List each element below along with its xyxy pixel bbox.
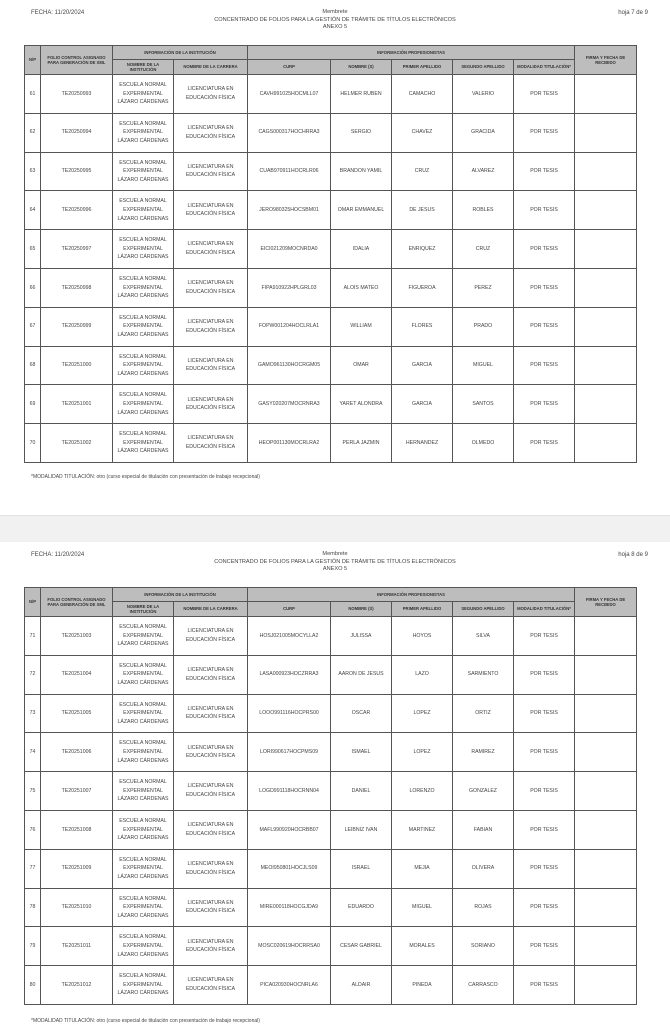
header-curp: CURP xyxy=(248,60,331,75)
cell-first-name: DANIEL xyxy=(331,772,392,811)
cell-second-surname: ALVAREZ xyxy=(453,152,514,191)
cell-first-surname: DE JESUS xyxy=(392,191,453,230)
cell-first-name: EDUARDO xyxy=(331,888,392,927)
header-professionals-group: INFORMACIÓN PROFESIONISTAS xyxy=(248,46,575,60)
cell-folio: TE20251005 xyxy=(41,694,113,733)
cell-number: 68 xyxy=(25,346,41,385)
cell-signature xyxy=(575,230,637,269)
cell-signature xyxy=(575,113,637,152)
header-first-surname: PRIMER APELLIDO xyxy=(392,602,453,617)
cell-curp: CUAB970911HOCRLR06 xyxy=(248,152,331,191)
table-row xyxy=(25,733,637,772)
cell-career: LICENCIATURA EN EDUCACIÓN FÍSICA xyxy=(174,888,248,927)
table-row xyxy=(25,191,637,230)
cell-number: 76 xyxy=(25,810,41,849)
cell-second-surname: GRACIDA xyxy=(453,113,514,152)
cell-number: 70 xyxy=(25,424,41,463)
cell-first-surname: GARCIA xyxy=(392,346,453,385)
header-first-surname: PRIMER APELLIDO xyxy=(392,60,453,75)
cell-folio: TE20250997 xyxy=(41,230,113,269)
cell-second-surname: SANTOS xyxy=(453,385,514,424)
cell-institution: ESCUELA NORMAL EXPERIMENTAL LÁZARO CÁRDENAS xyxy=(113,617,174,656)
header-signature: FIRMA Y FECHA DE RECIBIDO xyxy=(575,46,637,75)
cell-folio: TE20251004 xyxy=(41,655,113,694)
cell-institution: ESCUELA NORMAL EXPERIMENTAL LÁZARO CÁRDENAS xyxy=(113,191,174,230)
cell-first-name: ISRAEL xyxy=(331,849,392,888)
header-modality: MODALIDAD TITULACIÓN* xyxy=(514,602,575,617)
cell-career: LICENCIATURA EN EDUCACIÓN FÍSICA xyxy=(174,152,248,191)
letterhead: Membrete xyxy=(322,9,348,15)
header-modality: MODALIDAD TITULACIÓN* xyxy=(514,60,575,75)
cell-modality: POR TESIS xyxy=(514,152,575,191)
document-header xyxy=(0,551,670,574)
cell-institution: ESCUELA NORMAL EXPERIMENTAL LÁZARO CÁRDENAS xyxy=(113,849,174,888)
cell-curp: PICA020930HOCNRLA6 xyxy=(248,966,331,1005)
cell-folio: TE20250995 xyxy=(41,152,113,191)
cell-second-surname: MIGUEL xyxy=(453,346,514,385)
table-row xyxy=(25,966,637,1005)
cell-first-name: ALDAIR xyxy=(331,966,392,1005)
cell-number: 62 xyxy=(25,113,41,152)
cell-first-name: IDALIA xyxy=(331,230,392,269)
table-row xyxy=(25,268,637,307)
cell-modality: POR TESIS xyxy=(514,424,575,463)
cell-signature xyxy=(575,966,637,1005)
cell-curp: MAFL990920HOCRBB07 xyxy=(248,810,331,849)
cell-institution: ESCUELA NORMAL EXPERIMENTAL LÁZARO CÁRDENAS xyxy=(113,152,174,191)
cell-number: 80 xyxy=(25,966,41,1005)
cell-institution: ESCUELA NORMAL EXPERIMENTAL LÁZARO CÁRDENAS xyxy=(113,385,174,424)
cell-institution: ESCUELA NORMAL EXPERIMENTAL LÁZARO CÁRDENAS xyxy=(113,230,174,269)
annex-label: ANEXO 5 xyxy=(322,566,348,573)
cell-second-surname: CARRASCO xyxy=(453,966,514,1005)
cell-folio: TE20251012 xyxy=(41,966,113,1005)
table-row xyxy=(25,385,637,424)
cell-modality: POR TESIS xyxy=(514,927,575,966)
table-row xyxy=(25,424,637,463)
cell-signature xyxy=(575,694,637,733)
cell-curp: LOOO991116HOCPRS00 xyxy=(248,694,331,733)
cell-folio: TE20251002 xyxy=(41,424,113,463)
cell-first-name: BRANDON YAMIL xyxy=(331,152,392,191)
sheet-number: hoja 8 de 9 xyxy=(618,552,648,558)
header-career-name: NOMBRE DE LA CARRERA xyxy=(174,60,248,75)
cell-first-surname: CAMACHO xyxy=(392,75,453,114)
cell-second-surname: SARMIENTO xyxy=(453,655,514,694)
cell-first-surname: MORALES xyxy=(392,927,453,966)
cell-first-surname: LORENZO xyxy=(392,772,453,811)
table-row xyxy=(25,230,637,269)
header-career-name: NOMBRE DE LA CARRERA xyxy=(174,602,248,617)
cell-signature xyxy=(575,927,637,966)
cell-second-surname: OLMEDO xyxy=(453,424,514,463)
cell-folio: TE20251001 xyxy=(41,385,113,424)
cell-institution: ESCUELA NORMAL EXPERIMENTAL LÁZARO CÁRDENAS xyxy=(113,888,174,927)
cell-modality: POR TESIS xyxy=(514,733,575,772)
cell-curp: LOGD991118HOCRNN04 xyxy=(248,772,331,811)
cell-signature xyxy=(575,810,637,849)
cell-first-surname: PINEDA xyxy=(392,966,453,1005)
cell-folio: TE20251007 xyxy=(41,772,113,811)
table-row xyxy=(25,152,637,191)
cell-folio: TE20251006 xyxy=(41,733,113,772)
cell-folio: TE20250998 xyxy=(41,268,113,307)
cell-curp: MOSC020619HOCRRSA0 xyxy=(248,927,331,966)
cell-career: LICENCIATURA EN EDUCACIÓN FÍSICA xyxy=(174,346,248,385)
table-row xyxy=(25,849,637,888)
cell-career: LICENCIATURA EN EDUCACIÓN FÍSICA xyxy=(174,75,248,114)
cell-folio: TE20251009 xyxy=(41,849,113,888)
cell-curp: MEOI950801HOCJLS09 xyxy=(248,849,331,888)
cell-career: LICENCIATURA EN EDUCACIÓN FÍSICA xyxy=(174,655,248,694)
cell-career: LICENCIATURA EN EDUCACIÓN FÍSICA xyxy=(174,772,248,811)
cell-signature xyxy=(575,385,637,424)
cell-first-surname: GARCIA xyxy=(392,385,453,424)
cell-curp: JERO980325HOCSBM01 xyxy=(248,191,331,230)
cell-institution: ESCUELA NORMAL EXPERIMENTAL LÁZARO CÁRDENAS xyxy=(113,424,174,463)
header-folio: FOLIO CONTROL ASIGNADO PARA GENERACIÓN DE XML xyxy=(41,46,113,75)
table-row xyxy=(25,75,637,114)
document-page-8 xyxy=(0,542,670,1024)
cell-modality: POR TESIS xyxy=(514,849,575,888)
cell-institution: ESCUELA NORMAL EXPERIMENTAL LÁZARO CÁRDENAS xyxy=(113,927,174,966)
date-label: FECHA: 11/20/2024 xyxy=(31,10,85,16)
cell-curp: HOSJ021005MOCYLLA2 xyxy=(248,617,331,656)
cell-number: 63 xyxy=(25,152,41,191)
table-row xyxy=(25,772,637,811)
cell-curp: MIRE000118HOCGJDA9 xyxy=(248,888,331,927)
cell-modality: POR TESIS xyxy=(514,385,575,424)
cell-modality: POR TESIS xyxy=(514,268,575,307)
cell-first-surname: FLORES xyxy=(392,307,453,346)
cell-number: 79 xyxy=(25,927,41,966)
cell-number: 67 xyxy=(25,307,41,346)
cell-first-name: YARET ALONDRA xyxy=(331,385,392,424)
cell-first-surname: CHAVEZ xyxy=(392,113,453,152)
cell-career: LICENCIATURA EN EDUCACIÓN FÍSICA xyxy=(174,810,248,849)
cell-first-name: CESAR GABRIEL xyxy=(331,927,392,966)
cell-first-surname: LAZO xyxy=(392,655,453,694)
sheet-number: hoja 7 de 9 xyxy=(618,10,648,16)
cell-second-surname: ROJAS xyxy=(453,888,514,927)
cell-modality: POR TESIS xyxy=(514,772,575,811)
cell-modality: POR TESIS xyxy=(514,966,575,1005)
cell-first-name: OMAR EMMANUEL xyxy=(331,191,392,230)
header-second-surname: SEGUNDO APELLIDO xyxy=(453,60,514,75)
cell-signature xyxy=(575,307,637,346)
table-row xyxy=(25,927,637,966)
cell-signature xyxy=(575,424,637,463)
cell-first-name: HELMER RUBEN xyxy=(331,75,392,114)
cell-first-surname: MEJIA xyxy=(392,849,453,888)
cell-career: LICENCIATURA EN EDUCACIÓN FÍSICA xyxy=(174,307,248,346)
cell-signature xyxy=(575,888,637,927)
cell-institution: ESCUELA NORMAL EXPERIMENTAL LÁZARO CÁRDENAS xyxy=(113,75,174,114)
cell-modality: POR TESIS xyxy=(514,617,575,656)
cell-number: 73 xyxy=(25,694,41,733)
cell-curp: EICI021209MOCNRDA0 xyxy=(248,230,331,269)
cell-curp: FOPW001204HOCLRLA1 xyxy=(248,307,331,346)
header-second-surname: SEGUNDO APELLIDO xyxy=(453,602,514,617)
table-row xyxy=(25,307,637,346)
cell-folio: TE20251003 xyxy=(41,617,113,656)
cell-second-surname: ROBLES xyxy=(453,191,514,230)
cell-first-name: PERLA JAZMIN xyxy=(331,424,392,463)
cell-modality: POR TESIS xyxy=(514,75,575,114)
cell-first-surname: MARTINEZ xyxy=(392,810,453,849)
cell-signature xyxy=(575,346,637,385)
cell-career: LICENCIATURA EN EDUCACIÓN FÍSICA xyxy=(174,191,248,230)
cell-first-surname: LOPEZ xyxy=(392,733,453,772)
page-divider xyxy=(0,515,670,544)
cell-first-surname: FIGUEROA xyxy=(392,268,453,307)
cell-second-surname: CRUZ xyxy=(453,230,514,269)
cell-curp: HEOP001130MOCRLRA2 xyxy=(248,424,331,463)
cell-folio: TE20251010 xyxy=(41,888,113,927)
cell-second-surname: OLIVERA xyxy=(453,849,514,888)
cell-first-name: JULISSA xyxy=(331,617,392,656)
cell-second-surname: FABIAN xyxy=(453,810,514,849)
cell-career: LICENCIATURA EN EDUCACIÓN FÍSICA xyxy=(174,424,248,463)
cell-modality: POR TESIS xyxy=(514,230,575,269)
cell-first-surname: LOPEZ xyxy=(392,694,453,733)
document-title: CONCENTRADO DE FOLIOS PARA LA GESTIÓN DE TRÁMITE DE TÍTULOS ELECTRÓNICOS xyxy=(214,16,456,23)
header-first-name: NOMBRE (S) xyxy=(331,60,392,75)
cell-folio: TE20251008 xyxy=(41,810,113,849)
cell-modality: POR TESIS xyxy=(514,888,575,927)
header-curp: CURP xyxy=(248,602,331,617)
cell-curp: CAVH991025HOCMLL07 xyxy=(248,75,331,114)
cell-signature xyxy=(575,655,637,694)
cell-number: 61 xyxy=(25,75,41,114)
header-institution-name: NOMBRE DE LA INSTITUCIÓN xyxy=(113,602,174,617)
cell-modality: POR TESIS xyxy=(514,113,575,152)
table-row xyxy=(25,655,637,694)
cell-institution: ESCUELA NORMAL EXPERIMENTAL LÁZARO CÁRDENAS xyxy=(113,810,174,849)
cell-second-surname: PRADO xyxy=(453,307,514,346)
cell-first-name: LEIBNIZ IVAN xyxy=(331,810,392,849)
folios-table xyxy=(24,45,637,463)
cell-first-surname: HERNANDEZ xyxy=(392,424,453,463)
cell-curp: GAMO961130HOCRGM05 xyxy=(248,346,331,385)
cell-modality: POR TESIS xyxy=(514,307,575,346)
header-signature: FIRMA Y FECHA DE RECIBIDO xyxy=(575,588,637,617)
cell-curp: CAGS000317HOCHRRA3 xyxy=(248,113,331,152)
cell-modality: POR TESIS xyxy=(514,694,575,733)
cell-number: 72 xyxy=(25,655,41,694)
cell-folio: TE20251000 xyxy=(41,346,113,385)
cell-modality: POR TESIS xyxy=(514,810,575,849)
cell-folio: TE20250999 xyxy=(41,307,113,346)
cell-curp: LASA000923HOCZRRA3 xyxy=(248,655,331,694)
cell-signature xyxy=(575,733,637,772)
cell-second-surname: PEREZ xyxy=(453,268,514,307)
cell-institution: ESCUELA NORMAL EXPERIMENTAL LÁZARO CÁRDENAS xyxy=(113,655,174,694)
cell-number: 66 xyxy=(25,268,41,307)
document-title: CONCENTRADO DE FOLIOS PARA LA GESTIÓN DE TRÁMITE DE TÍTULOS ELECTRÓNICOS xyxy=(214,558,456,565)
cell-first-surname: ENRIQUEZ xyxy=(392,230,453,269)
cell-signature xyxy=(575,152,637,191)
cell-number: 65 xyxy=(25,230,41,269)
cell-signature xyxy=(575,617,637,656)
cell-first-surname: HOYOS xyxy=(392,617,453,656)
cell-modality: POR TESIS xyxy=(514,346,575,385)
table-row xyxy=(25,346,637,385)
header-institution-group: INFORMACIÓN DE LA INSTITUCIÓN xyxy=(113,46,248,60)
letterhead: Membrete xyxy=(322,551,348,557)
cell-number: 77 xyxy=(25,849,41,888)
cell-folio: TE20251011 xyxy=(41,927,113,966)
cell-institution: ESCUELA NORMAL EXPERIMENTAL LÁZARO CÁRDENAS xyxy=(113,346,174,385)
cell-first-name: OSCAR xyxy=(331,694,392,733)
cell-second-surname: VALERIO xyxy=(453,75,514,114)
footnote: *MODALIDAD TITULACIÓN: otro (curso especial de titulación con presentación de trabajo recepcional) xyxy=(31,1018,260,1024)
cell-folio: TE20250996 xyxy=(41,191,113,230)
cell-curp: FIPA910922HPLGRL03 xyxy=(248,268,331,307)
cell-career: LICENCIATURA EN EDUCACIÓN FÍSICA xyxy=(174,966,248,1005)
header-institution-group: INFORMACIÓN DE LA INSTITUCIÓN xyxy=(113,588,248,602)
cell-second-surname: ORTIZ xyxy=(453,694,514,733)
cell-career: LICENCIATURA EN EDUCACIÓN FÍSICA xyxy=(174,927,248,966)
cell-number: 75 xyxy=(25,772,41,811)
cell-first-surname: CRUZ xyxy=(392,152,453,191)
cell-institution: ESCUELA NORMAL EXPERIMENTAL LÁZARO CÁRDENAS xyxy=(113,307,174,346)
header-folio: FOLIO CONTROL ASIGNADO PARA GENERACIÓN DE XML xyxy=(41,588,113,617)
header-np: N/P xyxy=(25,588,41,617)
cell-institution: ESCUELA NORMAL EXPERIMENTAL LÁZARO CÁRDENAS xyxy=(113,694,174,733)
cell-career: LICENCIATURA EN EDUCACIÓN FÍSICA xyxy=(174,385,248,424)
cell-second-surname: RAMIREZ xyxy=(453,733,514,772)
header-np: N/P xyxy=(25,46,41,75)
cell-second-surname: GONZALEZ xyxy=(453,772,514,811)
table-row xyxy=(25,694,637,733)
cell-number: 69 xyxy=(25,385,41,424)
cell-signature xyxy=(575,191,637,230)
cell-curp: GASY020207MOCRNRA3 xyxy=(248,385,331,424)
cell-folio: TE20250993 xyxy=(41,75,113,114)
cell-career: LICENCIATURA EN EDUCACIÓN FÍSICA xyxy=(174,849,248,888)
folios-table xyxy=(24,587,637,1005)
cell-number: 71 xyxy=(25,617,41,656)
cell-first-name: AARON DE JESUS xyxy=(331,655,392,694)
cell-second-surname: SILVA xyxy=(453,617,514,656)
cell-institution: ESCUELA NORMAL EXPERIMENTAL LÁZARO CÁRDENAS xyxy=(113,268,174,307)
cell-career: LICENCIATURA EN EDUCACIÓN FÍSICA xyxy=(174,230,248,269)
cell-second-surname: SORIANO xyxy=(453,927,514,966)
cell-signature xyxy=(575,75,637,114)
cell-career: LICENCIATURA EN EDUCACIÓN FÍSICA xyxy=(174,694,248,733)
cell-career: LICENCIATURA EN EDUCACIÓN FÍSICA xyxy=(174,113,248,152)
cell-curp: LORI990617HOCPMS09 xyxy=(248,733,331,772)
cell-institution: ESCUELA NORMAL EXPERIMENTAL LÁZARO CÁRDENAS xyxy=(113,772,174,811)
cell-signature xyxy=(575,772,637,811)
table-row xyxy=(25,617,637,656)
cell-career: LICENCIATURA EN EDUCACIÓN FÍSICA xyxy=(174,617,248,656)
annex-label: ANEXO 5 xyxy=(322,24,348,31)
table-row xyxy=(25,888,637,927)
cell-institution: ESCUELA NORMAL EXPERIMENTAL LÁZARO CÁRDENAS xyxy=(113,966,174,1005)
cell-number: 74 xyxy=(25,733,41,772)
cell-modality: POR TESIS xyxy=(514,191,575,230)
cell-first-name: OMAR xyxy=(331,346,392,385)
cell-career: LICENCIATURA EN EDUCACIÓN FÍSICA xyxy=(174,268,248,307)
cell-modality: POR TESIS xyxy=(514,655,575,694)
table-row xyxy=(25,113,637,152)
header-professionals-group: INFORMACIÓN PROFESIONISTAS xyxy=(248,588,575,602)
header-first-name: NOMBRE (S) xyxy=(331,602,392,617)
cell-first-name: WILLIAM xyxy=(331,307,392,346)
cell-career: LICENCIATURA EN EDUCACIÓN FÍSICA xyxy=(174,733,248,772)
date-label: FECHA: 11/20/2024 xyxy=(31,552,85,558)
cell-folio: TE20250994 xyxy=(41,113,113,152)
cell-first-name: ALOIS MATEO xyxy=(331,268,392,307)
cell-first-surname: MIGUEL xyxy=(392,888,453,927)
cell-first-name: ISMAEL xyxy=(331,733,392,772)
table-row xyxy=(25,810,637,849)
document-header xyxy=(0,9,670,32)
cell-signature xyxy=(575,849,637,888)
cell-first-name: SERGIO xyxy=(331,113,392,152)
cell-number: 78 xyxy=(25,888,41,927)
cell-signature xyxy=(575,268,637,307)
cell-institution: ESCUELA NORMAL EXPERIMENTAL LÁZARO CÁRDENAS xyxy=(113,733,174,772)
footnote: *MODALIDAD TITULACIÓN: otro (curso especial de titulación con presentación de trabajo recepcional) xyxy=(31,474,260,480)
cell-number: 64 xyxy=(25,191,41,230)
cell-institution: ESCUELA NORMAL EXPERIMENTAL LÁZARO CÁRDENAS xyxy=(113,113,174,152)
header-institution-name: NOMBRE DE LA INSTITUCIÓN xyxy=(113,60,174,75)
